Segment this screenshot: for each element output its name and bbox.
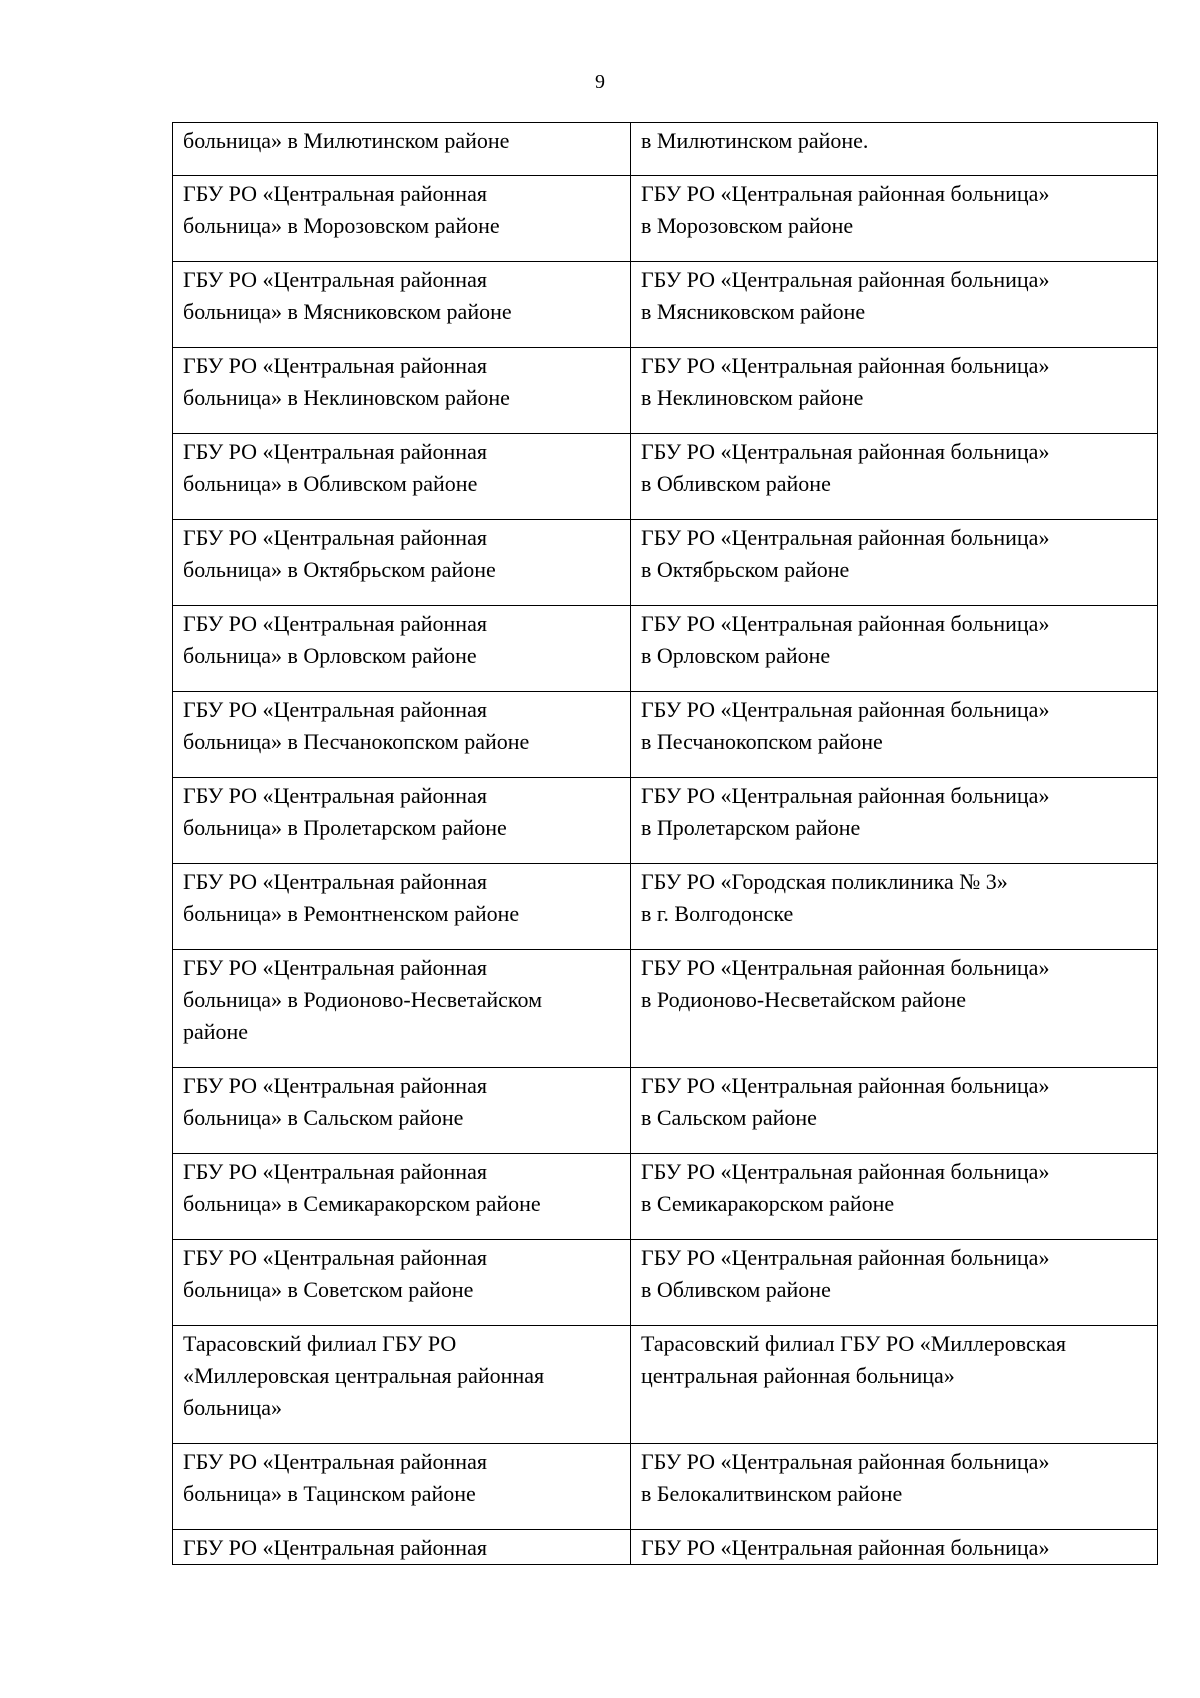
table-row [173, 864, 1158, 950]
table-cell-old: ГБУ РО «Центральная районная больница» в Семикаракорском районе [173, 1154, 631, 1240]
table-row [173, 1068, 1158, 1154]
table-cell-new: ГБУ РО «Центральная районная больница» в Обливском районе [631, 1240, 1158, 1326]
table-cell-old: ГБУ РО «Центральная районная больница» в Советском районе [173, 1240, 631, 1326]
table-row [173, 1240, 1158, 1326]
table-cell-old: ГБУ РО «Центральная районная больница» в Орловском районе [173, 606, 631, 692]
table-row [173, 262, 1158, 348]
table-cell-old: ГБУ РО «Центральная районная больница» в Сальском районе [173, 1068, 631, 1154]
table-cell-new: ГБУ РО «Центральная районная больница» в Неклиновском районе [631, 348, 1158, 434]
table-cell-old: ГБУ РО «Центральная районная больница» в Мясниковском районе [173, 262, 631, 348]
table-cell-new: ГБУ РО «Центральная районная больница» в Морозовском районе [631, 176, 1158, 262]
table-cell-old: ГБУ РО «Центральная районная [173, 1530, 631, 1565]
document-table [172, 122, 1158, 1565]
table-row [173, 1326, 1158, 1444]
table-cell-old: ГБУ РО «Центральная районная больница» в Родионово-Несветайском районе [173, 950, 631, 1068]
table-cell-old: больница» в Милютинском районе [173, 123, 631, 176]
table-cell-old: ГБУ РО «Центральная районная больница» в Обливском районе [173, 434, 631, 520]
table-row [173, 1444, 1158, 1530]
table-row [173, 950, 1158, 1068]
table-row [173, 348, 1158, 434]
table-cell-new: ГБУ РО «Центральная районная больница» в Сальском районе [631, 1068, 1158, 1154]
table-cell-new: ГБУ РО «Центральная районная больница» в Песчанокопском районе [631, 692, 1158, 778]
table-cell-new: ГБУ РО «Центральная районная больница» в Родионово-Несветайском районе [631, 950, 1158, 1068]
table-cell-new: ГБУ РО «Центральная районная больница» [631, 1530, 1158, 1565]
table-cell-new: ГБУ РО «Центральная районная больница» в Обливском районе [631, 434, 1158, 520]
table-cell-old: ГБУ РО «Центральная районная больница» в Ремонтненском районе [173, 864, 631, 950]
table-cell-new: Тарасовский филиал ГБУ РО «Миллеровская центральная районная больница» [631, 1326, 1158, 1444]
table-row [173, 434, 1158, 520]
table-cell-new: ГБУ РО «Центральная районная больница» в Октябрьском районе [631, 520, 1158, 606]
table-cell-new: в Милютинском районе. [631, 123, 1158, 176]
table-cell-old: ГБУ РО «Центральная районная больница» в Морозовском районе [173, 176, 631, 262]
table-cell-old: ГБУ РО «Центральная районная больница» в Тацинском районе [173, 1444, 631, 1530]
table-cell-new: ГБУ РО «Центральная районная больница» в Мясниковском районе [631, 262, 1158, 348]
table-cell-new: ГБУ РО «Центральная районная больница» в Орловском районе [631, 606, 1158, 692]
table-row [173, 176, 1158, 262]
table-cell-old: ГБУ РО «Центральная районная больница» в Неклиновском районе [173, 348, 631, 434]
table-row [173, 1154, 1158, 1240]
page-number: 9 [595, 71, 605, 93]
table-row [173, 520, 1158, 606]
table-row [173, 606, 1158, 692]
table-cell-old: ГБУ РО «Центральная районная больница» в Октябрьском районе [173, 520, 631, 606]
table-cell-old: ГБУ РО «Центральная районная больница» в Пролетарском районе [173, 778, 631, 864]
table-cell-new: ГБУ РО «Центральная районная больница» в Пролетарском районе [631, 778, 1158, 864]
table-row [173, 123, 1158, 176]
table-cell-new: ГБУ РО «Центральная районная больница» в Белокалитвинском районе [631, 1444, 1158, 1530]
table-cell-old: Тарасовский филиал ГБУ РО «Миллеровская центральная районная больница» [173, 1326, 631, 1444]
table-cell-new: ГБУ РО «Центральная районная больница» в Семикаракорском районе [631, 1154, 1158, 1240]
table-row [173, 1530, 1158, 1565]
table-row [173, 692, 1158, 778]
table-cell-old: ГБУ РО «Центральная районная больница» в Песчанокопском районе [173, 692, 631, 778]
table-row [173, 778, 1158, 864]
table-cell-new: ГБУ РО «Городская поликлиника № 3» в г. Волгодонске [631, 864, 1158, 950]
